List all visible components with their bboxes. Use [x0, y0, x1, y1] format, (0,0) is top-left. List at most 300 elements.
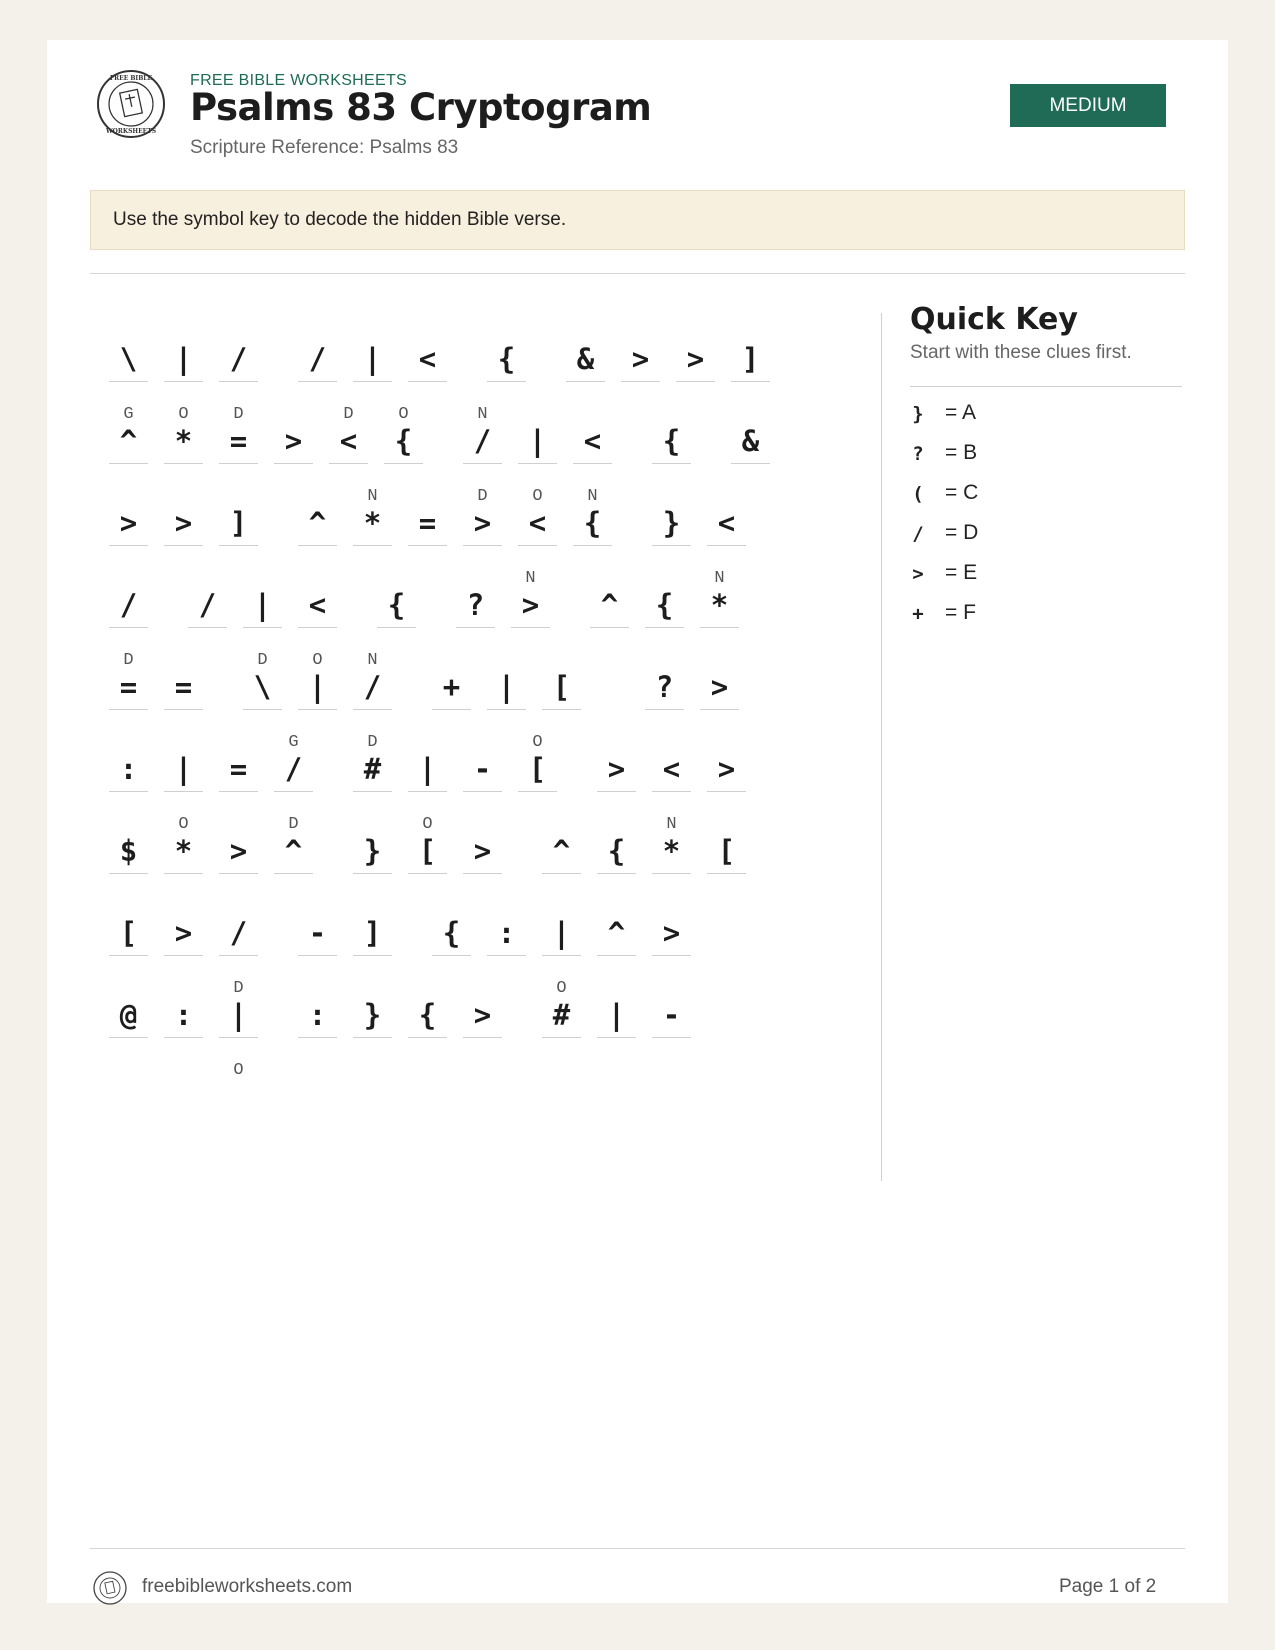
cell-hint	[597, 979, 636, 999]
cipher-symbol: |	[552, 916, 571, 950]
cipher-cell	[164, 897, 203, 957]
cipher-symbol: |	[174, 752, 193, 786]
answer-blank[interactable]	[109, 381, 148, 382]
cipher-symbol: /	[363, 670, 382, 704]
cipher-symbol: >	[662, 916, 681, 950]
cipher-symbol: ]	[363, 916, 382, 950]
difficulty-badge: MEDIUM	[1010, 84, 1166, 127]
cell-hint	[652, 897, 691, 917]
cell-hint: D	[343, 405, 354, 424]
cipher-symbol: &	[741, 424, 760, 458]
answer-blank[interactable]	[353, 381, 392, 382]
answer-blank[interactable]	[597, 1037, 636, 1038]
cipher-symbol: /	[284, 752, 303, 786]
cipher-cell	[700, 651, 739, 711]
cell-hint	[566, 323, 605, 343]
cipher-cell	[109, 405, 148, 465]
cipher-cell	[652, 405, 691, 465]
answer-blank[interactable]	[597, 873, 636, 874]
answer-blank[interactable]	[353, 1037, 392, 1038]
answer-blank[interactable]	[384, 463, 423, 464]
cipher-symbol: ]	[741, 342, 760, 376]
answer-blank[interactable]	[298, 545, 337, 546]
cipher-symbol: >	[717, 752, 736, 786]
cell-hint	[487, 323, 526, 343]
cipher-symbol: [	[418, 834, 437, 868]
answer-blank[interactable]	[274, 463, 313, 464]
answer-blank[interactable]	[707, 791, 746, 792]
cipher-symbol: /	[229, 342, 248, 376]
cipher-symbol: |	[229, 998, 248, 1032]
cell-hint	[676, 323, 715, 343]
cell-hint	[164, 897, 203, 917]
key-value: = F	[945, 601, 976, 624]
cell-hint: O	[532, 733, 543, 752]
answer-blank[interactable]	[109, 1037, 148, 1038]
cipher-symbol: >	[284, 424, 303, 458]
answer-blank[interactable]	[463, 1037, 502, 1038]
cell-hint: D	[257, 651, 268, 670]
cell-hint: N	[666, 815, 677, 834]
cell-hint: O	[398, 405, 409, 424]
instructions-text: Use the symbol key to decode the hidden Bible verse.	[113, 209, 567, 230]
logo-text-bottom: WORKSHEETS	[105, 128, 157, 135]
answer-blank[interactable]	[353, 545, 392, 546]
cipher-cell	[353, 487, 392, 547]
cipher-symbol: /	[473, 424, 492, 458]
answer-blank[interactable]	[164, 1037, 203, 1038]
cipher-symbol: /	[229, 916, 248, 950]
key-value: = E	[945, 561, 978, 584]
answer-blank[interactable]	[463, 791, 502, 792]
cipher-cell	[645, 569, 684, 629]
cipher-symbol: >	[174, 916, 193, 950]
answer-blank[interactable]	[518, 791, 557, 792]
cipher-cell	[463, 733, 502, 793]
cell-hint: N	[714, 569, 725, 588]
answer-blank[interactable]	[274, 791, 313, 792]
answer-blank[interactable]	[219, 791, 258, 792]
cipher-symbol: *	[710, 588, 729, 622]
cipher-cell	[408, 487, 447, 547]
cipher-cell	[353, 979, 392, 1039]
answer-blank[interactable]	[109, 545, 148, 546]
cipher-symbol: -	[473, 752, 492, 786]
answer-blank[interactable]	[109, 627, 148, 628]
answer-blank[interactable]	[542, 1037, 581, 1038]
cipher-symbol: ?	[655, 670, 674, 704]
cipher-symbol: {	[662, 424, 681, 458]
answer-blank[interactable]	[109, 873, 148, 874]
cell-hint	[109, 487, 148, 507]
answer-blank[interactable]	[487, 709, 526, 710]
cell-hint: O	[422, 815, 433, 834]
answer-blank[interactable]	[219, 545, 258, 546]
cipher-cell	[384, 405, 423, 465]
cell-hint	[542, 897, 581, 917]
cell-hint	[652, 405, 691, 425]
answer-blank[interactable]	[353, 955, 392, 956]
cipher-cell	[408, 979, 447, 1039]
cipher-cell	[164, 815, 203, 875]
answer-blank[interactable]	[731, 463, 770, 464]
cipher-symbol: {	[418, 998, 437, 1032]
cipher-symbol: }	[363, 998, 382, 1032]
cell-hint	[652, 979, 691, 999]
answer-blank[interactable]	[219, 463, 258, 464]
answer-blank[interactable]	[219, 955, 258, 956]
cipher-symbol: <	[717, 506, 736, 540]
answer-blank[interactable]	[164, 709, 203, 710]
cipher-symbol: <	[583, 424, 602, 458]
answer-blank[interactable]	[518, 545, 557, 546]
answer-blank[interactable]	[652, 955, 691, 956]
cipher-symbol: [	[528, 752, 547, 786]
answer-blank[interactable]	[219, 1037, 258, 1038]
cipher-cell	[164, 979, 203, 1039]
cipher-cell	[109, 487, 148, 547]
answer-blank[interactable]	[432, 709, 471, 710]
answer-blank[interactable]	[456, 627, 495, 628]
cipher-cell	[652, 815, 691, 875]
answer-blank[interactable]	[597, 791, 636, 792]
answer-blank[interactable]	[109, 791, 148, 792]
cell-hint: N	[367, 651, 378, 670]
answer-blank[interactable]	[652, 873, 691, 874]
answer-blank[interactable]	[408, 1037, 447, 1038]
cell-hint	[652, 733, 691, 753]
cell-hint	[597, 815, 636, 835]
answer-blank[interactable]	[109, 709, 148, 710]
cipher-cell	[542, 979, 581, 1039]
cipher-cell	[707, 815, 746, 875]
cipher-symbol: ^	[308, 506, 327, 540]
cipher-symbol: :	[497, 916, 516, 950]
footer-site: freebibleworksheets.com	[142, 1576, 353, 1597]
cell-hint	[109, 979, 148, 999]
answer-blank[interactable]	[164, 545, 203, 546]
answer-blank[interactable]	[164, 873, 203, 874]
trailing-hint	[219, 1061, 258, 1121]
cell-hint	[542, 651, 581, 671]
cell-hint	[164, 733, 203, 753]
answer-blank[interactable]	[353, 873, 392, 874]
cell-hint	[463, 815, 502, 835]
answer-blank[interactable]	[377, 627, 416, 628]
cipher-symbol: |	[418, 752, 437, 786]
cipher-cell	[298, 323, 337, 383]
cipher-cell	[164, 405, 203, 465]
answer-blank[interactable]	[621, 381, 660, 382]
cipher-cell	[707, 733, 746, 793]
cell-hint: D	[233, 405, 244, 424]
answer-blank[interactable]	[645, 627, 684, 628]
page-number: Page 1 of 2	[1059, 1576, 1157, 1597]
cipher-symbol: |	[607, 998, 626, 1032]
cipher-cell	[573, 487, 612, 547]
answer-blank[interactable]	[164, 955, 203, 956]
quick-key-title: Quick Key	[910, 302, 1078, 337]
cipher-cell	[243, 651, 282, 711]
answer-blank[interactable]	[676, 381, 715, 382]
answer-blank[interactable]	[487, 955, 526, 956]
answer-blank[interactable]	[652, 1037, 691, 1038]
cipher-cell	[329, 405, 368, 465]
answer-blank[interactable]	[731, 381, 770, 382]
cipher-symbol: [	[552, 670, 571, 704]
cipher-cell	[219, 897, 258, 957]
answer-blank[interactable]	[463, 873, 502, 874]
cipher-cell	[274, 405, 313, 465]
cipher-symbol: -	[662, 998, 681, 1032]
answer-blank[interactable]	[243, 709, 282, 710]
answer-blank[interactable]	[164, 791, 203, 792]
cipher-cell	[298, 979, 337, 1039]
answer-blank[interactable]	[164, 381, 203, 382]
logo-text-top: FREE BIBLE	[109, 75, 153, 82]
cell-hint: N	[367, 487, 378, 506]
cell-hint	[408, 979, 447, 999]
cipher-symbol: $	[119, 834, 138, 868]
cipher-symbol: [	[119, 916, 138, 950]
cell-hint	[463, 979, 502, 999]
cipher-symbol: =	[229, 752, 248, 786]
instructions-box	[90, 190, 1185, 250]
key-value: = B	[945, 441, 978, 464]
cipher-symbol: ]	[229, 506, 248, 540]
answer-blank[interactable]	[487, 381, 526, 382]
cipher-symbol: >	[607, 752, 626, 786]
cipher-symbol: /	[308, 342, 327, 376]
answer-blank[interactable]	[408, 545, 447, 546]
cipher-symbol: :	[119, 752, 138, 786]
cell-hint: N	[477, 405, 488, 424]
quick-key-subtitle: Start with these clues first.	[910, 342, 1132, 363]
answer-blank[interactable]	[463, 545, 502, 546]
answer-blank[interactable]	[573, 545, 612, 546]
cell-hint	[707, 487, 746, 507]
cell-hint	[408, 487, 447, 507]
cell-hint	[621, 323, 660, 343]
answer-blank[interactable]	[542, 709, 581, 710]
cell-hint	[353, 897, 392, 917]
cell-hint: D	[288, 815, 299, 834]
answer-blank[interactable]	[707, 545, 746, 546]
brand-label: FREE BIBLE WORKSHEETS	[190, 72, 408, 89]
footer-logo-icon	[92, 1570, 128, 1606]
cipher-cell	[518, 733, 557, 793]
cell-hint	[645, 651, 684, 671]
cell-hint	[298, 323, 337, 343]
cipher-symbol: {	[583, 506, 602, 540]
cipher-cell	[219, 815, 258, 875]
cipher-symbol: *	[363, 506, 382, 540]
cell-hint	[298, 569, 337, 589]
cipher-cell	[463, 487, 502, 547]
answer-blank[interactable]	[298, 1037, 337, 1038]
answer-blank[interactable]	[408, 873, 447, 874]
answer-blank[interactable]	[707, 873, 746, 874]
cipher-symbol: |	[497, 670, 516, 704]
divider	[90, 273, 1185, 274]
cell-hint	[243, 569, 282, 589]
cipher-symbol: {	[497, 342, 516, 376]
answer-blank[interactable]	[329, 463, 368, 464]
answer-blank[interactable]	[463, 463, 502, 464]
cipher-symbol: >	[119, 506, 138, 540]
cell-hint: O	[178, 405, 189, 424]
cipher-cell	[353, 897, 392, 957]
cipher-symbol: ^	[284, 834, 303, 868]
cipher-cell	[353, 323, 392, 383]
cipher-symbol: +	[442, 670, 461, 704]
cipher-cell	[566, 323, 605, 383]
cipher-symbol: >	[229, 834, 248, 868]
answer-blank[interactable]	[298, 627, 337, 628]
answer-blank[interactable]	[298, 381, 337, 382]
cipher-cell	[219, 323, 258, 383]
cell-hint	[456, 569, 495, 589]
answer-blank[interactable]	[542, 955, 581, 956]
cipher-symbol: <	[418, 342, 437, 376]
cell-hint	[164, 323, 203, 343]
answer-blank[interactable]	[164, 463, 203, 464]
answer-blank[interactable]	[432, 955, 471, 956]
cipher-symbol: >	[473, 506, 492, 540]
quick-key-divider	[910, 386, 1182, 387]
cipher-symbol: {	[442, 916, 461, 950]
answer-blank[interactable]	[109, 955, 148, 956]
cipher-symbol: >	[710, 670, 729, 704]
answer-blank[interactable]	[652, 791, 691, 792]
cell-hint	[645, 569, 684, 589]
answer-blank[interactable]	[109, 463, 148, 464]
cipher-symbol: }	[363, 834, 382, 868]
cipher-symbol: ^	[552, 834, 571, 868]
answer-blank[interactable]	[353, 709, 392, 710]
cipher-symbol: ^	[607, 916, 626, 950]
cipher-symbol: =	[229, 424, 248, 458]
cipher-symbol: ^	[119, 424, 138, 458]
answer-blank[interactable]	[700, 709, 739, 710]
cell-hint	[487, 897, 526, 917]
answer-blank[interactable]	[353, 791, 392, 792]
cell-hint: O	[532, 487, 543, 506]
answer-blank[interactable]	[700, 627, 739, 628]
cipher-cell	[542, 897, 581, 957]
cipher-symbol: #	[552, 998, 571, 1032]
cell-hint	[408, 323, 447, 343]
key-value: = A	[945, 401, 976, 424]
answer-blank[interactable]	[652, 463, 691, 464]
cell-hint: O	[556, 979, 567, 998]
cipher-symbol: ^	[600, 588, 619, 622]
cipher-symbol: <	[308, 588, 327, 622]
cell-hint	[219, 323, 258, 343]
cipher-cell	[518, 405, 557, 465]
cipher-cell	[731, 405, 770, 465]
answer-blank[interactable]	[408, 791, 447, 792]
answer-blank[interactable]	[518, 463, 557, 464]
cipher-cell	[652, 733, 691, 793]
cipher-cell	[432, 897, 471, 957]
answer-blank[interactable]	[511, 627, 550, 628]
cell-hint: O	[312, 651, 323, 670]
cell-hint	[597, 733, 636, 753]
answer-blank[interactable]	[566, 381, 605, 382]
cell-hint	[700, 651, 739, 671]
answer-blank[interactable]	[573, 463, 612, 464]
answer-blank[interactable]	[597, 955, 636, 956]
cipher-cell	[542, 651, 581, 711]
cipher-cell	[109, 815, 148, 875]
answer-blank[interactable]	[645, 709, 684, 710]
cell-hint	[432, 651, 471, 671]
answer-blank[interactable]	[408, 381, 447, 382]
cipher-symbol: {	[655, 588, 674, 622]
answer-blank[interactable]	[590, 627, 629, 628]
cipher-cell	[219, 733, 258, 793]
cipher-cell	[542, 815, 581, 875]
cipher-cell	[573, 405, 612, 465]
answer-blank[interactable]	[542, 873, 581, 874]
cipher-cell	[109, 323, 148, 383]
cipher-cell	[590, 569, 629, 629]
cipher-symbol: }	[662, 506, 681, 540]
cipher-symbol: >	[174, 506, 193, 540]
cipher-cell	[298, 569, 337, 629]
answer-blank[interactable]	[298, 955, 337, 956]
key-symbol: /	[912, 523, 924, 545]
cell-hint	[463, 733, 502, 753]
answer-blank[interactable]	[188, 627, 227, 628]
cipher-symbol: |	[174, 342, 193, 376]
cipher-cell	[219, 487, 258, 547]
answer-blank[interactable]	[219, 381, 258, 382]
cell-hint	[164, 979, 203, 999]
cipher-symbol: *	[174, 834, 193, 868]
cipher-cell	[456, 569, 495, 629]
answer-blank[interactable]	[652, 545, 691, 546]
cell-hint	[109, 323, 148, 343]
key-value: = C	[945, 481, 979, 504]
answer-blank[interactable]	[298, 709, 337, 710]
cipher-cell	[645, 651, 684, 711]
cipher-cell	[463, 405, 502, 465]
answer-blank[interactable]	[219, 873, 258, 874]
cipher-cell	[353, 733, 392, 793]
cipher-symbol: #	[363, 752, 382, 786]
cipher-symbol: |	[528, 424, 547, 458]
cell-hint	[432, 897, 471, 917]
cipher-symbol: |	[363, 342, 382, 376]
cipher-symbol: -	[308, 916, 327, 950]
cell-hint: O	[178, 815, 189, 834]
cell-hint	[164, 651, 203, 671]
answer-blank[interactable]	[274, 873, 313, 874]
cipher-symbol: >	[521, 588, 540, 622]
key-symbol: >	[912, 563, 924, 585]
cell-hint	[219, 815, 258, 835]
cipher-cell	[219, 405, 258, 465]
cipher-cell	[164, 651, 203, 711]
cell-hint: N	[587, 487, 598, 506]
answer-blank[interactable]	[243, 627, 282, 628]
cell-hint	[219, 487, 258, 507]
cell-hint	[109, 733, 148, 753]
cipher-cell	[652, 487, 691, 547]
cipher-symbol: \	[119, 342, 138, 376]
